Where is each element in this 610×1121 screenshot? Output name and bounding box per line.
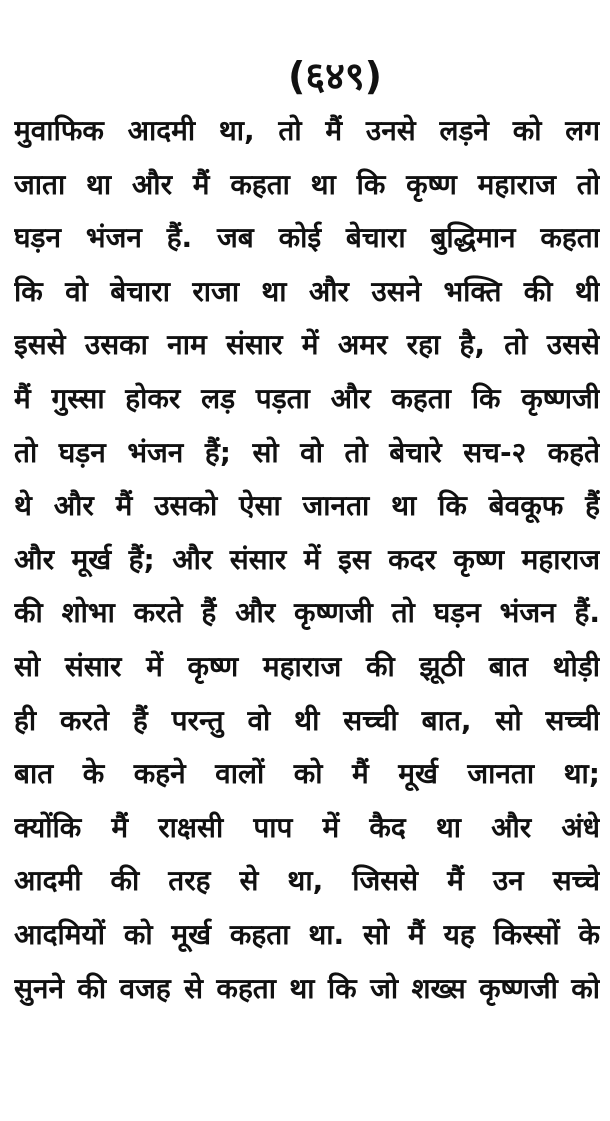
text-line: मैं गुस्सा होकर लड़ पड़ता और कहता कि कृष्णजी xyxy=(14,381,600,415)
text-line: की शोभा करते हैं और कृष्णजी तो घड़न भंजन हैं. xyxy=(14,596,600,630)
text-line: तो घड़न भंजन हैं; सो वो तो बेचारे सच-२ कहते xyxy=(14,435,600,469)
text-line: मुवाफिक आदमी था, तो मैं उनसे लड़ने को लग xyxy=(14,114,600,147)
page-number: (६४९) xyxy=(287,54,382,98)
text-line: और मूर्ख हैं; और संसार में इस कदर कृष्ण महाराज xyxy=(14,542,600,576)
text-line: ही करते हैं परन्तु वो थी सच्ची बात, सो सच्ची xyxy=(14,703,600,737)
text-line: सो संसार में कृष्ण महाराज की झूठी बात थोड़ी xyxy=(14,649,600,683)
text-line: इससे उसका नाम संसार में अमर रहा है, तो उससे xyxy=(14,328,600,362)
text-line: थे और मैं उसको ऐसा जानता था कि बेवकूफ हैं xyxy=(14,489,600,523)
text-line: आदमियों को मूर्ख कहता था. सो मैं यह किस्सों के xyxy=(14,917,600,951)
body-text xyxy=(14,104,600,1015)
text-line: बात के कहने वालों को मैं मूर्ख जानता था; xyxy=(14,757,600,791)
text-line: घड़न भंजन हैं. जब कोई बेचारा बुद्धिमान कहता xyxy=(14,221,600,255)
text-line: क्योंकि मैं राक्षसी पाप में कैद था और अंधे xyxy=(14,810,600,844)
text-line: सुनने की वजह से कहता था कि जो शख्स कृष्णजी को xyxy=(14,971,600,1005)
text-line: आदमी की तरह से था, जिससे मैं उन सच्चे xyxy=(14,864,600,898)
text-line: जाता था और मैं कहता था कि कृष्ण महाराज तो xyxy=(14,167,600,201)
text-line: कि वो बेचारा राजा था और उसने भक्ति की थी xyxy=(14,274,600,308)
